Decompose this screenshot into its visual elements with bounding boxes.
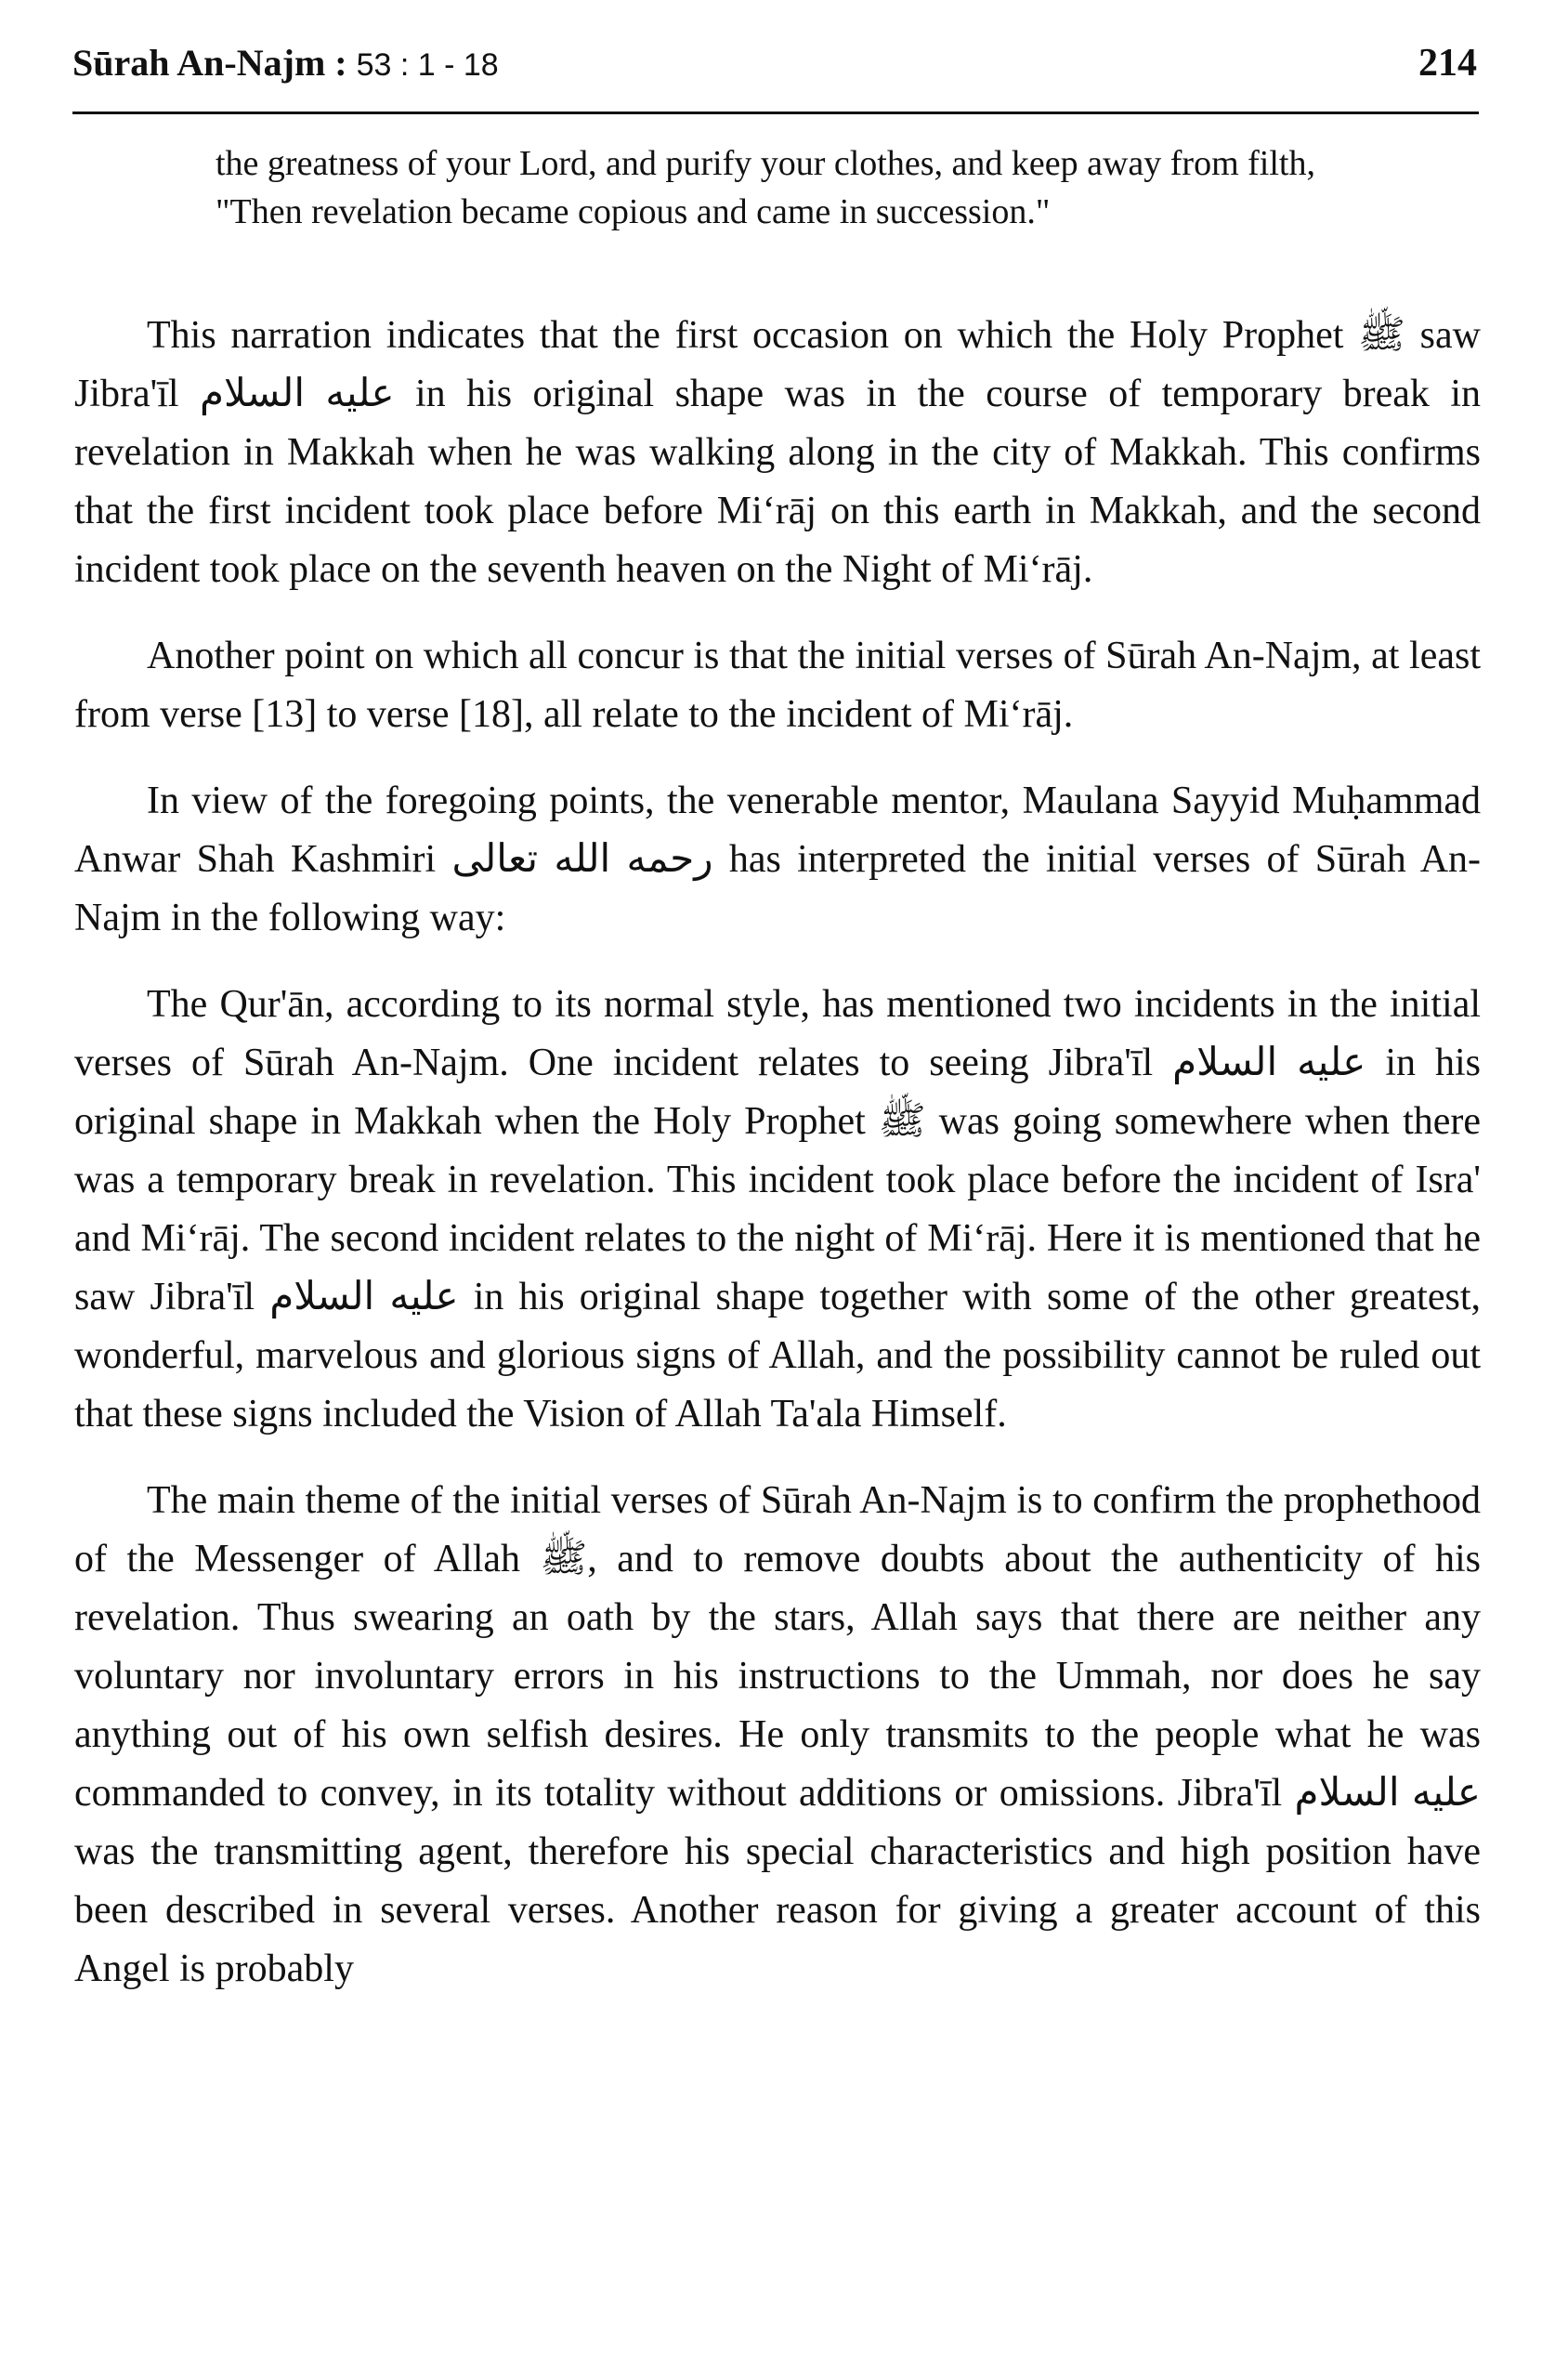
page-number: 214 [1418, 42, 1477, 85]
block-quote: the greatness of your Lord, and purify your clothes, and keep away from filth, "Then revelation became copious and came in succession." [216, 144, 1315, 231]
paragraph-2: Another point on which all concur is that the initial verses of Sūrah An-Najm, at least from verse [13] to verse [18], all relate to the incident of Mi‘rāj. [74, 635, 1481, 736]
body-text [74, 307, 1481, 2026]
paragraph-4: The Qur'ān, according to its normal style, has mentioned two incidents in the initial verses of Sūrah An-Najm. One incident relates to seeing Jibra'īl عليه السلام in his original shape in Makkah when the Holy Prophet ﷺ was going somewhere when there was a temporary break in revelation. This incident took place before the incident of Isra' and Mi‘rāj. The second incident relates to the night of Mi‘rāj. Here it is mentioned that he saw Jibra'īl عليه السلام in his original shape together with some of the other greatest, wonderful, marvelous and glorious signs of Allah, and the possibility cannot be ruled out that these signs included the Vision of Allah Ta'ala Himself. [74, 983, 1482, 1436]
paragraph-5: The main theme of the initial verses of Sūrah An-Najm is to confirm the prophethood of the Messenger of Allah ﷺ, and to remove doubts about the authenticity of his revelation. Thus swearing an oath by the stars, Allah says that there are neither any voluntary nor involuntary errors in his instructions to the Ummah, nor does he say anything out of his own selfish desires. He only transmits to the people what he was commanded to convey, in its totality without additions or omissions. Jibra'īl عليه السلام was the transmitting agent, therefore his special characteristics and high position have been described in several verses. Another reason for giving a greater account of this Angel is probably [74, 1479, 1481, 1990]
running-header [72, 41, 1477, 97]
paragraph-3: In view of the foregoing points, the venerable mentor, Maulana Sayyid Muḥammad Anwar Shah Kashmiri رحمه الله تعالى has interpreted the initial verses of Sūrah An-Najm in the following way: [74, 780, 1482, 939]
header-rule [72, 111, 1479, 114]
paragraph-1: This narration indicates that the first occasion on which the Holy Prophet ﷺ saw Jibra'īl عليه السلام in his original shape was in the course of temporary break in revelation in Makkah when he was walking along in the city of Makkah. This confirms that the first incident took place before Mi‘rāj on this earth in Makkah, and the second incident took place on the seventh heaven on the Night of Mi‘rāj. [74, 314, 1482, 591]
verse-reference: 53 : 1 - 18 [356, 47, 499, 83]
surah-title: Sūrah An-Najm : [72, 42, 347, 84]
header-left [72, 41, 499, 85]
